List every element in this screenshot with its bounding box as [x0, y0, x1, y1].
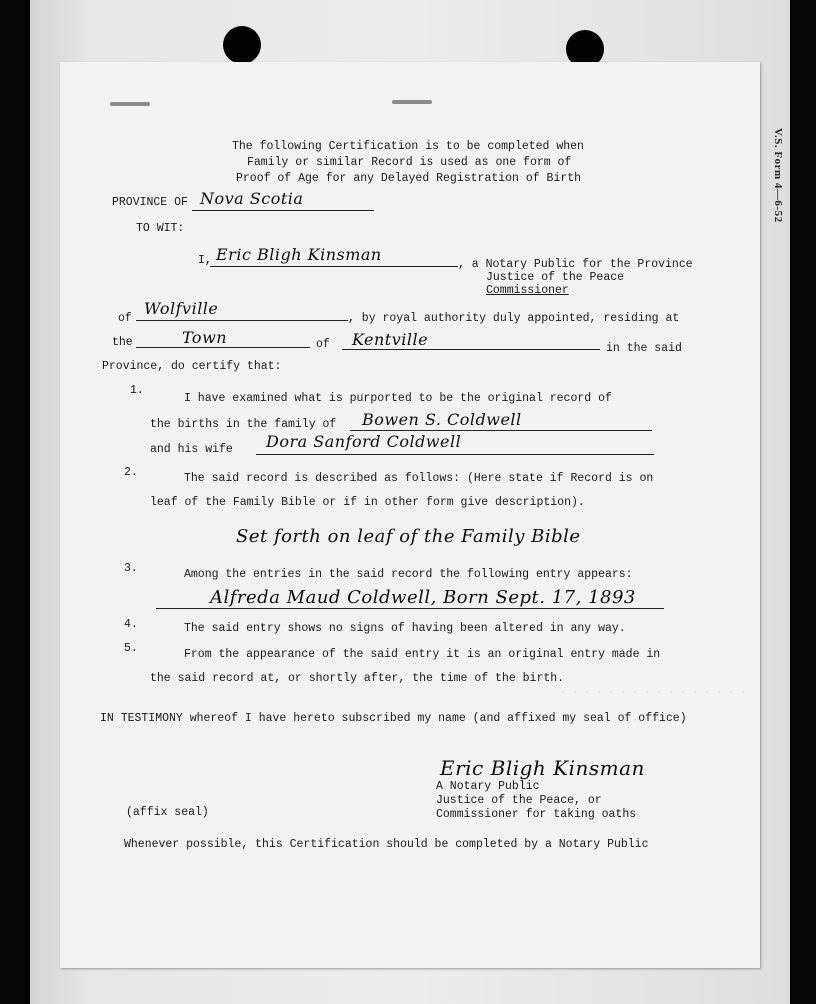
item-2-description: Set forth on leaf of the Family Bible: [236, 526, 581, 547]
signer-title-2: Justice of the Peace, or: [436, 794, 602, 807]
testimony-text: IN TESTIMONY whereof I have hereto subscribed my name (and affixed my seal of office): [100, 712, 687, 725]
item-5-line-1: From the appearance of the said entry it is an original entry made in: [184, 648, 661, 661]
the-value: Town: [182, 328, 228, 347]
province-label: PROVINCE OF: [112, 196, 188, 209]
affix-seal-label: (affix seal): [126, 806, 209, 819]
staple-left: [110, 102, 150, 106]
province-value: Nova Scotia: [200, 189, 304, 208]
item-1-line-2: the births in the family of: [150, 418, 337, 431]
item-3-number: 3.: [124, 562, 138, 575]
footer-note: Whenever possible, this Certification should be completed by a Notary Public: [124, 838, 649, 851]
item-3-entry-line: [156, 608, 664, 609]
item-2-number: 2.: [124, 466, 138, 479]
item-4-line-1: The said entry shows no signs of having been altered in any way.: [184, 622, 626, 635]
item-3-line-1: Among the entries in the said record the following entry appears:: [184, 568, 633, 581]
notary-role-line-3: Commissioner: [486, 284, 569, 297]
of2-line: [342, 349, 600, 350]
item-2-line-1: The said record is described as follows: (Here state if Record is on: [184, 472, 654, 485]
punch-hole-left: [223, 26, 261, 64]
of2-value: Kentville: [352, 330, 429, 349]
header-line-2: Family or similar Record is used as one form of: [247, 156, 572, 169]
notary-prefix: I,: [198, 254, 212, 267]
notary-name-line: [210, 266, 458, 267]
item-5-line-2: the said record at, or shortly after, the time of the birth.: [150, 672, 565, 685]
notary-name: Eric Bligh Kinsman: [216, 245, 382, 264]
item-4-number: 4.: [124, 618, 138, 631]
notary-role-line-2: Justice of the Peace: [486, 271, 625, 284]
of-label: of: [118, 312, 132, 325]
item-1-family-line: [350, 430, 652, 431]
item-1-wife: Dora Sanford Coldwell: [266, 432, 462, 451]
item-2-line-2: leaf of the Family Bible or if in other form give description).: [150, 496, 585, 509]
notary-signature: Eric Bligh Kinsman: [440, 756, 645, 780]
the-line: [136, 347, 310, 348]
of2-label: of: [316, 338, 330, 351]
item-3-entry: Alfreda Maud Coldwell, Born Sept. 17, 1893: [210, 587, 636, 608]
staple-right: [392, 100, 432, 104]
item-1-family: Bowen S. Coldwell: [362, 410, 522, 429]
header-line-1: The following Certification is to be completed when: [232, 140, 584, 153]
notary-role-line-1: , a Notary Public for the Province: [458, 258, 693, 271]
said-text: in the said: [606, 342, 682, 355]
item-1-number: 1.: [130, 384, 144, 397]
certification-form: [60, 62, 760, 968]
item-1-line-3: and his wife: [150, 443, 233, 456]
of-line: [136, 320, 348, 321]
to-wit-label: TO WIT:: [136, 222, 185, 235]
appointed-text: , by royal authority duly appointed, residing at: [348, 312, 680, 325]
of-value: Wolfville: [144, 299, 219, 318]
form-number-label: V.S. Form 4—6-52: [772, 128, 784, 223]
header-line-3: Proof of Age for any Delayed Registration of Birth: [236, 172, 582, 185]
item-5-number: 5.: [124, 642, 138, 655]
item-1-line-1: I have examined what is purported to be the original record of: [184, 392, 612, 405]
signer-title-3: Commissioner for taking oaths: [436, 808, 637, 821]
province-certify: Province, do certify that:: [102, 360, 282, 373]
province-line: [192, 210, 374, 211]
signer-title-1: A Notary Public: [436, 780, 540, 793]
the-label: the: [112, 336, 133, 349]
item-1-wife-line: [256, 454, 654, 455]
bleed-through-text: . . . . . . . . . . . . . . . .: [560, 686, 747, 697]
